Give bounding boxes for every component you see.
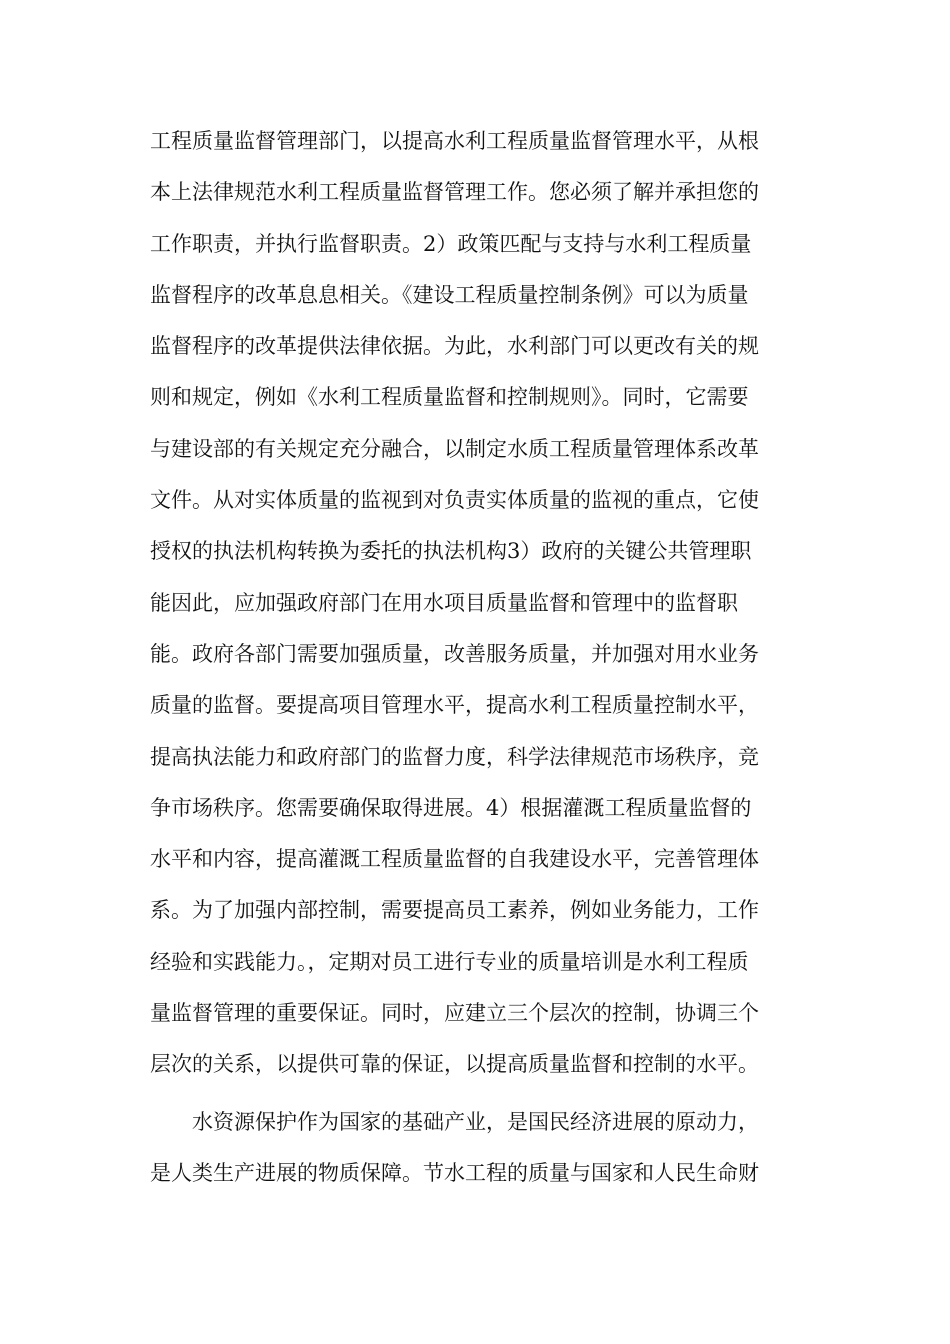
text-line: 监督程序的改革息息相关。《建设工程质量控制条例》可以为质量: [150, 282, 749, 307]
text-line: 水资源保护作为国家的基础产业，是国民经济进展的原动力，: [150, 1109, 759, 1134]
text-line: 争市场秩序。您需要确保取得进展。4）根据灌溉工程质量监督的: [150, 795, 752, 820]
text-line: 本上法律规范水利工程质量监督管理工作。您必须了解并承担您的: [150, 180, 759, 205]
text-line: 系。为了加强内部控制，需要提高员工素养，例如业务能力，工作: [150, 898, 759, 923]
text-line: 水平和内容，提高灌溉工程质量监督的自我建设水平，完善管理体: [150, 847, 759, 872]
text-line: 则和规定，例如《水利工程质量监督和控制规则》。同时，它需要: [150, 385, 749, 410]
text-line: 量监督管理的重要保证。同时，应建立三个层次的控制，协调三个: [150, 1001, 759, 1026]
document-body: [150, 116, 810, 1199]
text-line: 提高执法能力和政府部门的监督力度，科学法律规范市场秩序，竞: [150, 744, 759, 769]
text-line: 工程质量监督管理部门，以提高水利工程质量监督管理水平，从根: [150, 129, 759, 153]
text-line: 能因此，应加强政府部门在用水项目质量监督和管理中的监督职: [150, 590, 738, 615]
text-line: 层次的关系，以提供可靠的保证，以提高质量监督和控制的水平。: [150, 1052, 759, 1077]
text-line: 工作职责，并执行监督职责。2）政策匹配与支持与水利工程质量: [150, 231, 752, 256]
text-line: 质量的监督。要提高项目管理水平，提高水利工程质量控制水平，: [150, 693, 759, 718]
text-line: 经验和实践能力。，定期对员工进行专业的质量培训是水利工程质: [150, 949, 749, 974]
text-line: 是人类生产进展的物质保障。节水工程的质量与国家和人民生命财: [150, 1160, 759, 1185]
paragraph: [150, 116, 810, 1091]
paragraph: [150, 1097, 810, 1200]
text-line: 监督程序的改革提供法律依据。为此，水利部门可以更改有关的规: [150, 334, 759, 359]
text-line: 文件。从对实体质量的监视到对负责实体质量的监视的重点，它使: [150, 488, 759, 513]
text-line: 与建设部的有关规定充分融合，以制定水质工程质量管理体系改革: [150, 436, 759, 461]
text-line: 能。政府各部门需要加强质量，改善服务质量，并加强对用水业务: [150, 641, 759, 666]
text-line: 授权的执法机构转换为委托的执法机构3）政府的关键公共管理职: [150, 539, 752, 564]
